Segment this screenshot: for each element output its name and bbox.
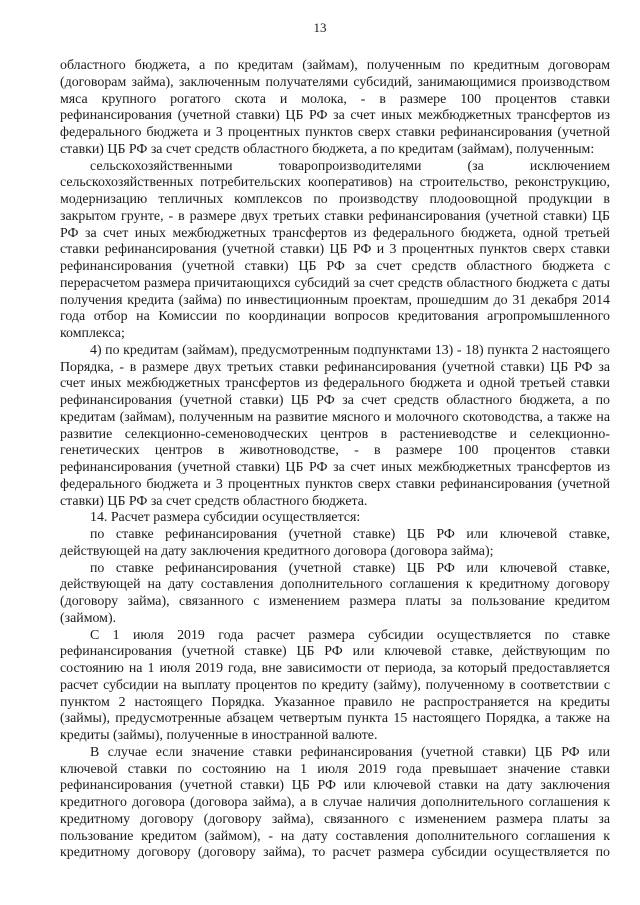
paragraph-item-14-heading: 14. Расчет размера субсидии осуществляется:: [90, 510, 361, 526]
paragraph-continuation: областного бюджета, а по кредитам (займам), полученным по кредитным договорам (договорам займа), заключенным получателями субсидий, занимающимися производством мяса крупного рогатого скота и молока, - в размере 100 процентов ставки рефинансирования (учетной ставки) ЦБ РФ за счет иных межбюджетных трансфертов из федерального бюджета и 3 процентных пунктов сверх ставки рефинансирования (учетной ставки) ЦБ РФ за счет средств областного бюджета, а по кредитам (займам), полученным:: [60, 58, 610, 157]
paragraph-rate-supplementary-agreement: по ставке рефинансирования (учетной ставке) ЦБ РФ или ключевой ставке, действующей на дату составления дополнительного соглашения к кредитному договору (договору займа), связанного с изменением размера платы за пользование кредитом (займом).: [60, 560, 610, 626]
page-number: 13: [313, 20, 327, 35]
document-body: [60, 58, 610, 862]
paragraph-rate-contract-date: по ставке рефинансирования (учетной ставке) ЦБ РФ или ключевой ставке, действующей на дату заключения кредитного договора (договора займа);: [60, 527, 610, 559]
paragraph-from-july-2019: С 1 июля 2019 года расчет размера субсидии осуществляется по ставке рефинансирования (учетной ставке) ЦБ РФ или ключевой ставке, действующим по состоянию на 1 июля 2019 года, вне зависимости от периода, за который предоставляется расчет субсидии на выплату процентов по кредиту (займу), полученному в соответствии с пунктом 2 настоящего Порядка. Указанное правило не распространяется на кредиты (займы), предусмотренные абзацем четвертым пункта 15 настоящего Порядка, а также на кредиты (займы), полученные в иностранной валюте.: [60, 627, 610, 743]
paragraph-rate-exceeds: В случае если значение ставки рефинансирования (учетной ставки) ЦБ РФ или ключевой ставки по состоянию на 1 июля 2019 года превышает значение ставки рефинансирования (учетной ставки) ЦБ РФ или ключевой ставки на дату заключения кредитного договора (договора займа), а в случае наличия дополнительного соглашения к кредитному договору (договору займа), связанного с изменением размера платы за пользование кредитом (займом), - на дату составления дополнительного соглашения к кредитному договору (договору займа), то расчет размера субсидии осуществляется по: [60, 744, 610, 861]
paragraph-greenhouse-credits: сельскохозяйственными товаропроизводителями (за исключением сельскохозяйственных потребительских кооперативов) на строительство, реконструкцию, модернизацию тепличных комплексов по производству плодоовощной продукции в закрытом грунте, - в размере двух третьих ставки рефинансирования (учетной ставки) ЦБ РФ за счет иных межбюджетных трансфертов из федерального бюджета, одной третьей ставки рефинансирования (учетной ставки) ЦБ РФ и 3 процентных пунктов сверх ставки рефинансирования (учетной ставки) ЦБ РФ за счет средств областного бюджета с перерасчетом размера причитающихся субсидий за счет средств областного бюджета с даты получения кредита (займа) по инвестиционным проектам, прошедшим до 31 декабря 2014 года отбор на Комиссии по координации вопросов кредитования агропромышленного комплекса;: [60, 158, 610, 341]
paragraph-item-4: 4) по кредитам (займам), предусмотренным подпунктами 13) - 18) пункта 2 настоящего Порядка, - в размере двух третьих ставки рефинансирования (учетной ставки) ЦБ РФ за счет иных межбюджетных трансфертов из федерального бюджета и одной третьей ставки рефинансирования (учетной ставки) ЦБ РФ за счет средств областного бюджета, а по кредитам (займам), полученным на развитие мясного и молочного скотоводства, а также на развитие селекционно-семеноводческих центров в растениеводстве и селекционно-генетических центров в животноводстве, - в размере 100 процентов ставки рефинансирования (учетной ставки) ЦБ РФ за счет иных межбюджетных трансфертов из федерального бюджета и 3 процентных пунктов сверх ставки рефинансирования (учетной ставки) ЦБ РФ за счет средств областного бюджета.: [60, 342, 610, 509]
